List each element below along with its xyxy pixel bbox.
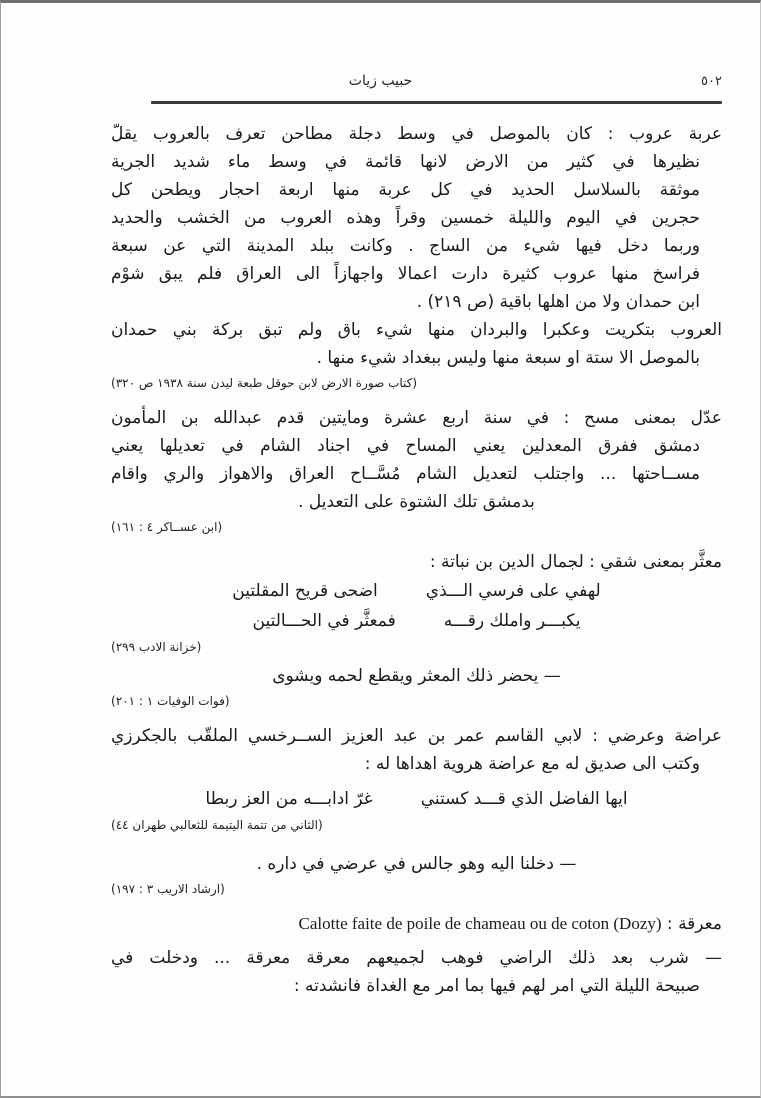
- entry-uradah-urdi: عراضة وعرضي : لابي القاسم عمر بن عبد العزيز الســرخسي الملقّب بالجكرزي: [111, 726, 722, 746]
- entry-miraqah: [111, 910, 722, 938]
- entry-headword: معرقة :: [661, 914, 722, 934]
- citation-line: (خزانة الادب ٢٩٩): [111, 640, 202, 654]
- text-line: صبيحة الليلة التي امر لهم فيها بما امر مع الغداة فانشدته :: [293, 976, 700, 996]
- verse-line: [111, 576, 722, 606]
- text-line: وكتب الى صديق له مع عراضة هروية اهداها له :: [364, 754, 700, 774]
- text-line: ابن حمدان ولا من اهلها باقية (ص ٢١٩) .: [416, 292, 700, 312]
- citation-line: (فوات الوفيات ١ : ٢٠١): [111, 694, 230, 708]
- page-number: ٥٠٢: [701, 74, 722, 89]
- citation-line: (ابن عســاكر ٤ : ١٦١): [111, 520, 223, 534]
- citation-line: (الثاني من تتمة اليتيمة للثعالبي طهران ٤٤): [111, 818, 323, 832]
- hemistich-right: يكبـــر واملك رقـــه: [443, 611, 581, 631]
- text-line: العروب بتكريت وعكبرا والبردان منها شيء باق ولم تبق بركة بني حمدان: [111, 320, 722, 340]
- verse-line: [111, 784, 722, 814]
- text-line: موثقة بالسلاسل الحديد في كل عربة منها اربعة احجار ويطحن كل: [111, 180, 700, 200]
- text-line: وربما دخل فيها شيء من الساج . وكانت ببلد المدينة التي عن سبعة: [111, 236, 700, 256]
- text-line: فراسخ منها عروب كثيرة دارت اعمالا واجهازاً الى العراق فلم يبق شوْم: [111, 264, 700, 284]
- page-header: [1, 73, 760, 95]
- entry-muaththar: معثَّر بمعنى شقي : لجمال الدين بن نباتة :: [429, 552, 722, 572]
- citation-line: (ارشاد الاريب ٣ : ١٩٧): [111, 882, 225, 896]
- text-line: مســاحتها ... واجتلب لتعديل الشام مُسَّــاح العراق والاهواز والري واقام: [111, 464, 700, 484]
- entry-addala: عدّل بمعنى مسح : في سنة اربع عشرة ومايتين قدم عبدالله بن المأمون: [111, 408, 722, 428]
- verse-line: [111, 606, 722, 636]
- text-line: — يحضر ذلك المعثر ويقطع لحمه ويشوى: [272, 666, 561, 686]
- header-rule: [151, 101, 722, 104]
- hemistich-right: لهفي على فرسي الـــذي: [425, 581, 601, 601]
- hemistich-left: غرّ ادابـــه من العز ربطا: [205, 789, 373, 809]
- citation-line: (كتاب صورة الارض لابن حوقل طبعة ليدن سنة ١٩٣٨ ص ٣٢٠): [111, 376, 418, 390]
- french-gloss: Calotte faite de poile de chameau ou de coton (Dozy): [298, 914, 662, 933]
- text-body: [111, 120, 722, 1000]
- text-line: حجرين في اليوم والليلة خمسين وقراً وهذه العروب من الخشب والحديد: [111, 208, 700, 228]
- text-line: بدمشق تلك الشتوة على التعديل .: [298, 492, 535, 512]
- text-line: دمشق ففرق المعدلين يعني المساح في اجناد الشام في تعديلها يعني: [111, 436, 700, 456]
- hemistich-left: اضحى قريح المقلتين: [232, 581, 378, 601]
- text-line: نظيرها في كثير من الارض لانها قائمة في وسط ماء شديد الجرية: [111, 152, 700, 172]
- hemistich-left: فمعثَّر في الحـــالتين: [252, 611, 396, 631]
- entry-araba-urub: عربة عروب : كان بالموصل في وسط دجلة مطاحن تعرف بالعروب يقلّ: [111, 124, 722, 144]
- text-line: بالموصل الا ستة او سبعة منها وليس ببغداد شيء منها .: [316, 348, 700, 368]
- hemistich-right: ايها الفاضل الذي قـــد كستني: [420, 789, 628, 809]
- text-line: — دخلنا اليه وهو جالس في عرضي في داره .: [256, 854, 577, 874]
- running-title: حبيب زيات: [348, 73, 413, 89]
- text-line: — شرب بعد ذلك الراضي فوهب لجميعهم معرقة معرقة ... ودخلت في: [111, 948, 722, 968]
